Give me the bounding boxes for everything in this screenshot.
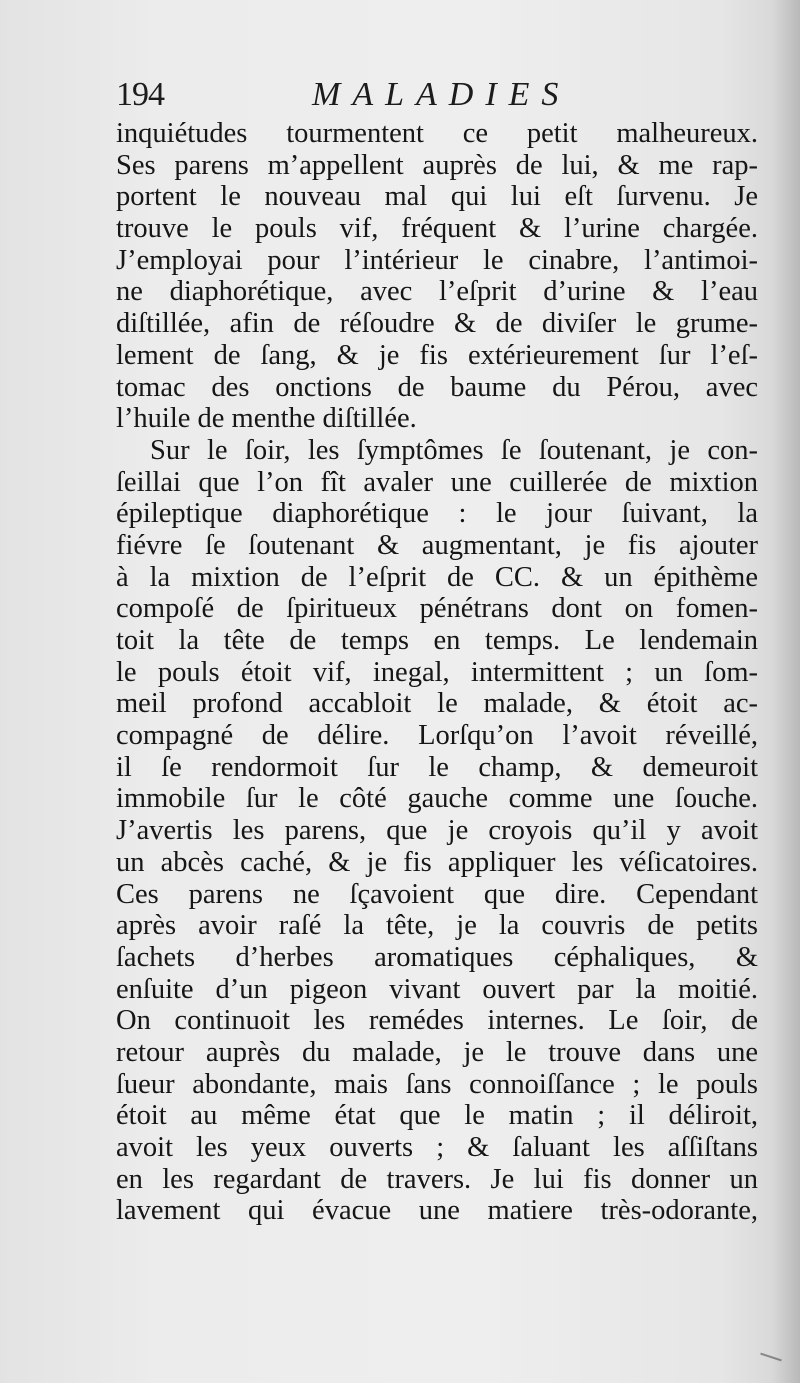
page-number: 194 [116, 76, 164, 113]
text-line: en les regardant de travers. Je lui fis donner un [116, 1163, 758, 1195]
text-line: ſeillai que l’on fît avaler une cuillerée de mixtion [116, 466, 758, 498]
text-line: ſachets d’herbes aromatiques céphaliques, & [116, 941, 758, 973]
text-line: à la mixtion de l’eſprit de CC. & un épithème [116, 561, 758, 593]
page-header [116, 72, 756, 118]
text-line: compoſé de ſpiritueux pénétrans dont on fomen- [116, 593, 758, 625]
text-line: ne diaphorétique, avec l’eſprit d’urine & l’eau [116, 276, 758, 308]
text-line: un abcès caché, & je fis appliquer les véſicatoires. [116, 846, 758, 878]
body-text [116, 118, 758, 1227]
paragraph-start-line: Sur le ſoir, les ſymptômes ſe ſoutenant, je con- [150, 434, 758, 466]
text-line: immobile ſur le côté gauche comme une ſouche. [116, 783, 758, 815]
text-line: il ſe rendormoit ſur le champ, & demeuroit [116, 751, 758, 783]
text-line: Ces parens ne ſçavoient que dire. Cependant [116, 878, 758, 910]
text-line: étoit au même état que le matin ; il déliroit, [116, 1100, 758, 1132]
text-line: trouve le pouls vif, fréquent & l’urine chargée. [116, 213, 758, 245]
text-line: le pouls étoit vif, inegal, intermittent ; un ſom- [116, 656, 758, 688]
text-line: enſuite d’un pigeon vivant ouvert par la moitié. [116, 973, 758, 1005]
text-line: épileptique diaphorétique : le jour ſuivant, la [116, 498, 758, 530]
text-line: ſueur abondante, mais ſans connoiſſance ; le pouls [116, 1068, 758, 1100]
text-line: Ses parens m’appellent auprès de lui, & me rap- [116, 149, 758, 181]
text-line: diſtillée, afin de réſoudre & de diviſer le grume- [116, 308, 758, 340]
text-line: inquiétudes tourmentent ce petit malheureux. [116, 118, 758, 149]
text-line: lement de ſang, & je fis extérieurement ſur l’eſ- [116, 339, 758, 371]
text-line: toit la tête de temps en temps. Le lendemain [116, 625, 758, 656]
running-head: MALADIES [312, 76, 571, 113]
text-line: lavement qui évacue une matiere très-odorante, [116, 1195, 758, 1227]
text-line: fiévre ſe ſoutenant & augmentant, je fis ajouter [116, 529, 758, 561]
text-line: J’avertis les parens, que je croyois qu’il y avoit [116, 815, 758, 847]
text-line: compagné de délire. Lorſqu’on l’avoit réveillé, [116, 720, 758, 752]
text-line: meil profond accabloit le malade, & étoit ac- [116, 688, 758, 720]
text-line: tomac des onctions de baume du Pérou, avec [116, 371, 758, 403]
text-line: avoit les yeux ouverts ; & ſaluant les aſſiſtans [116, 1132, 758, 1163]
text-line: On continuoit les remédes internes. Le ſoir, de [116, 1005, 758, 1037]
text-line: portent le nouveau mal qui lui eſt ſurvenu. Je [116, 181, 758, 213]
text-line: J’employai pour l’intérieur le cinabre, l’antimoi- [116, 244, 758, 276]
page-gutter-shadow [772, 0, 800, 1383]
paragraph-end-line: l’huile de menthe diſtillée. [116, 403, 417, 435]
text-line: retour auprès du malade, je le trouve dans une [116, 1036, 758, 1068]
text-line: après avoir raſé la tête, je la couvris de petits [116, 910, 758, 942]
